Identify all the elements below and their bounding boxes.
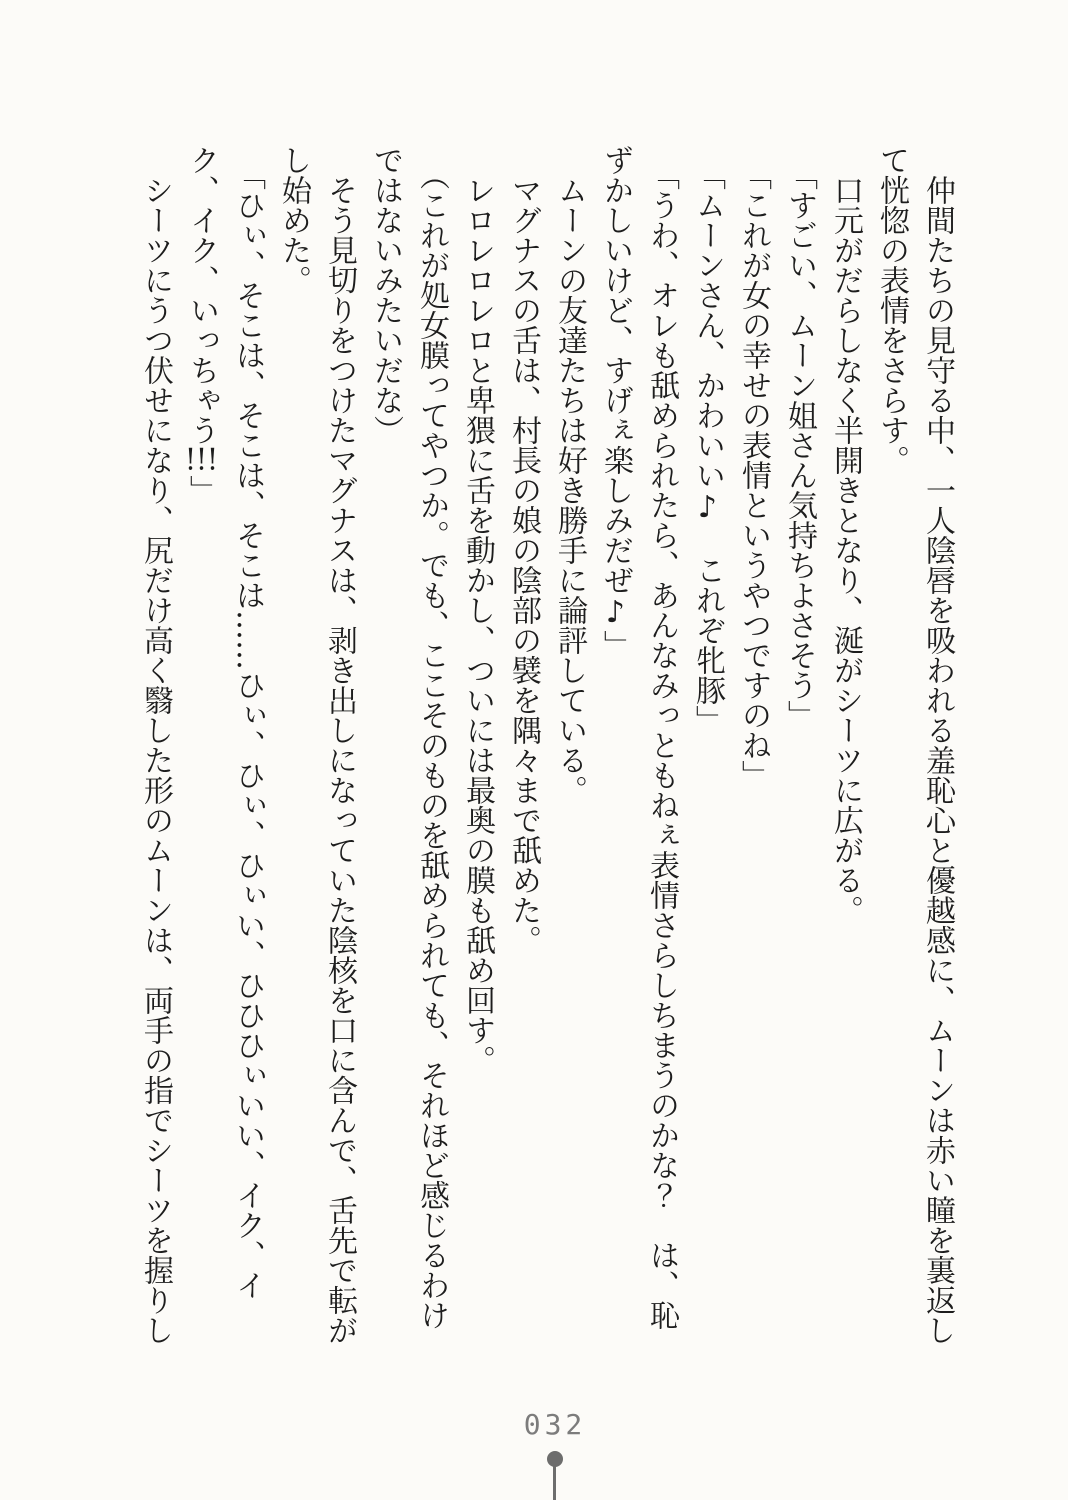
paragraph-text: シーツにうつ伏せになり、尻だけ高く翳した形のムーンは、両手の指でシーツを握りし [138,175,173,1345]
paragraph [178,145,270,1347]
paragraph [868,145,960,1347]
paragraph [776,145,822,1347]
paragraph-text: 」 [184,475,219,505]
paragraph-text: 「すごい、ムーン姐さん気持ちよさそう」 [782,160,817,730]
paragraph-text: 仲間たちの見守る中、一人陰唇を吸われる羞恥心と優越感に、ムーンは赤い瞳を裏返して恍惚の表情をさらす。 [874,145,955,1345]
page-number: 032 [523,1408,587,1441]
paragraph [684,145,730,1347]
paragraph [730,145,776,1347]
paragraph [822,145,868,1347]
paragraph-text: 口元がだらしなく半開きとなり、涎がシーツに広がる。 [828,175,863,925]
paragraph-text: マグナスの舌は、村長の娘の陰部の襞を隅々まで舐めた。 [506,175,541,955]
paragraph-text: 「ひぃ、そこは、そこは、そこは……ひぃ、ひぃ、ひぃい、ひひひぃいい、イク、イク、イク、いっちゃう [184,145,265,1300]
paragraph-text: そう見切りをつけたマグナスは、剥き出しになっていた陰核を口に含んで、舌先で転がし始めた。 [276,145,357,1345]
tate-chu-yoko-text: !!! [185,445,218,475]
paragraph-text: 「ムーンさん、かわいい♪ これぞ牝豚」 [690,160,725,735]
paragraph [454,145,500,1347]
paragraph-text: （これが処女膜ってやつか。でも、ここそのものを舐められても、それほど感じるわけではないみたいだな） [368,145,449,1330]
paragraph [592,145,684,1347]
paragraph [362,145,454,1347]
paragraph-text: レロレロレロと卑猥に舌を動かし、ついには最奥の膜も舐め回す。 [460,175,495,1075]
paragraph-text: ムーンの友達たちは好き勝手に論評している。 [552,175,587,805]
paragraph [132,145,178,1347]
paragraph [500,145,546,1347]
paragraph-text: 「うわ、オレも舐められたら、あんなみっともねぇ表情さらしちまうのかな？ は、恥ずかしいけど、すげぇ楽しみだぜ♪」 [598,145,679,1330]
paragraph-text: 「これが女の幸せの表情というやつですのね」 [736,160,771,790]
paragraph [546,145,592,1347]
text-block [132,145,960,1347]
footer-ornament-line [553,1465,556,1500]
paragraph [270,145,362,1347]
